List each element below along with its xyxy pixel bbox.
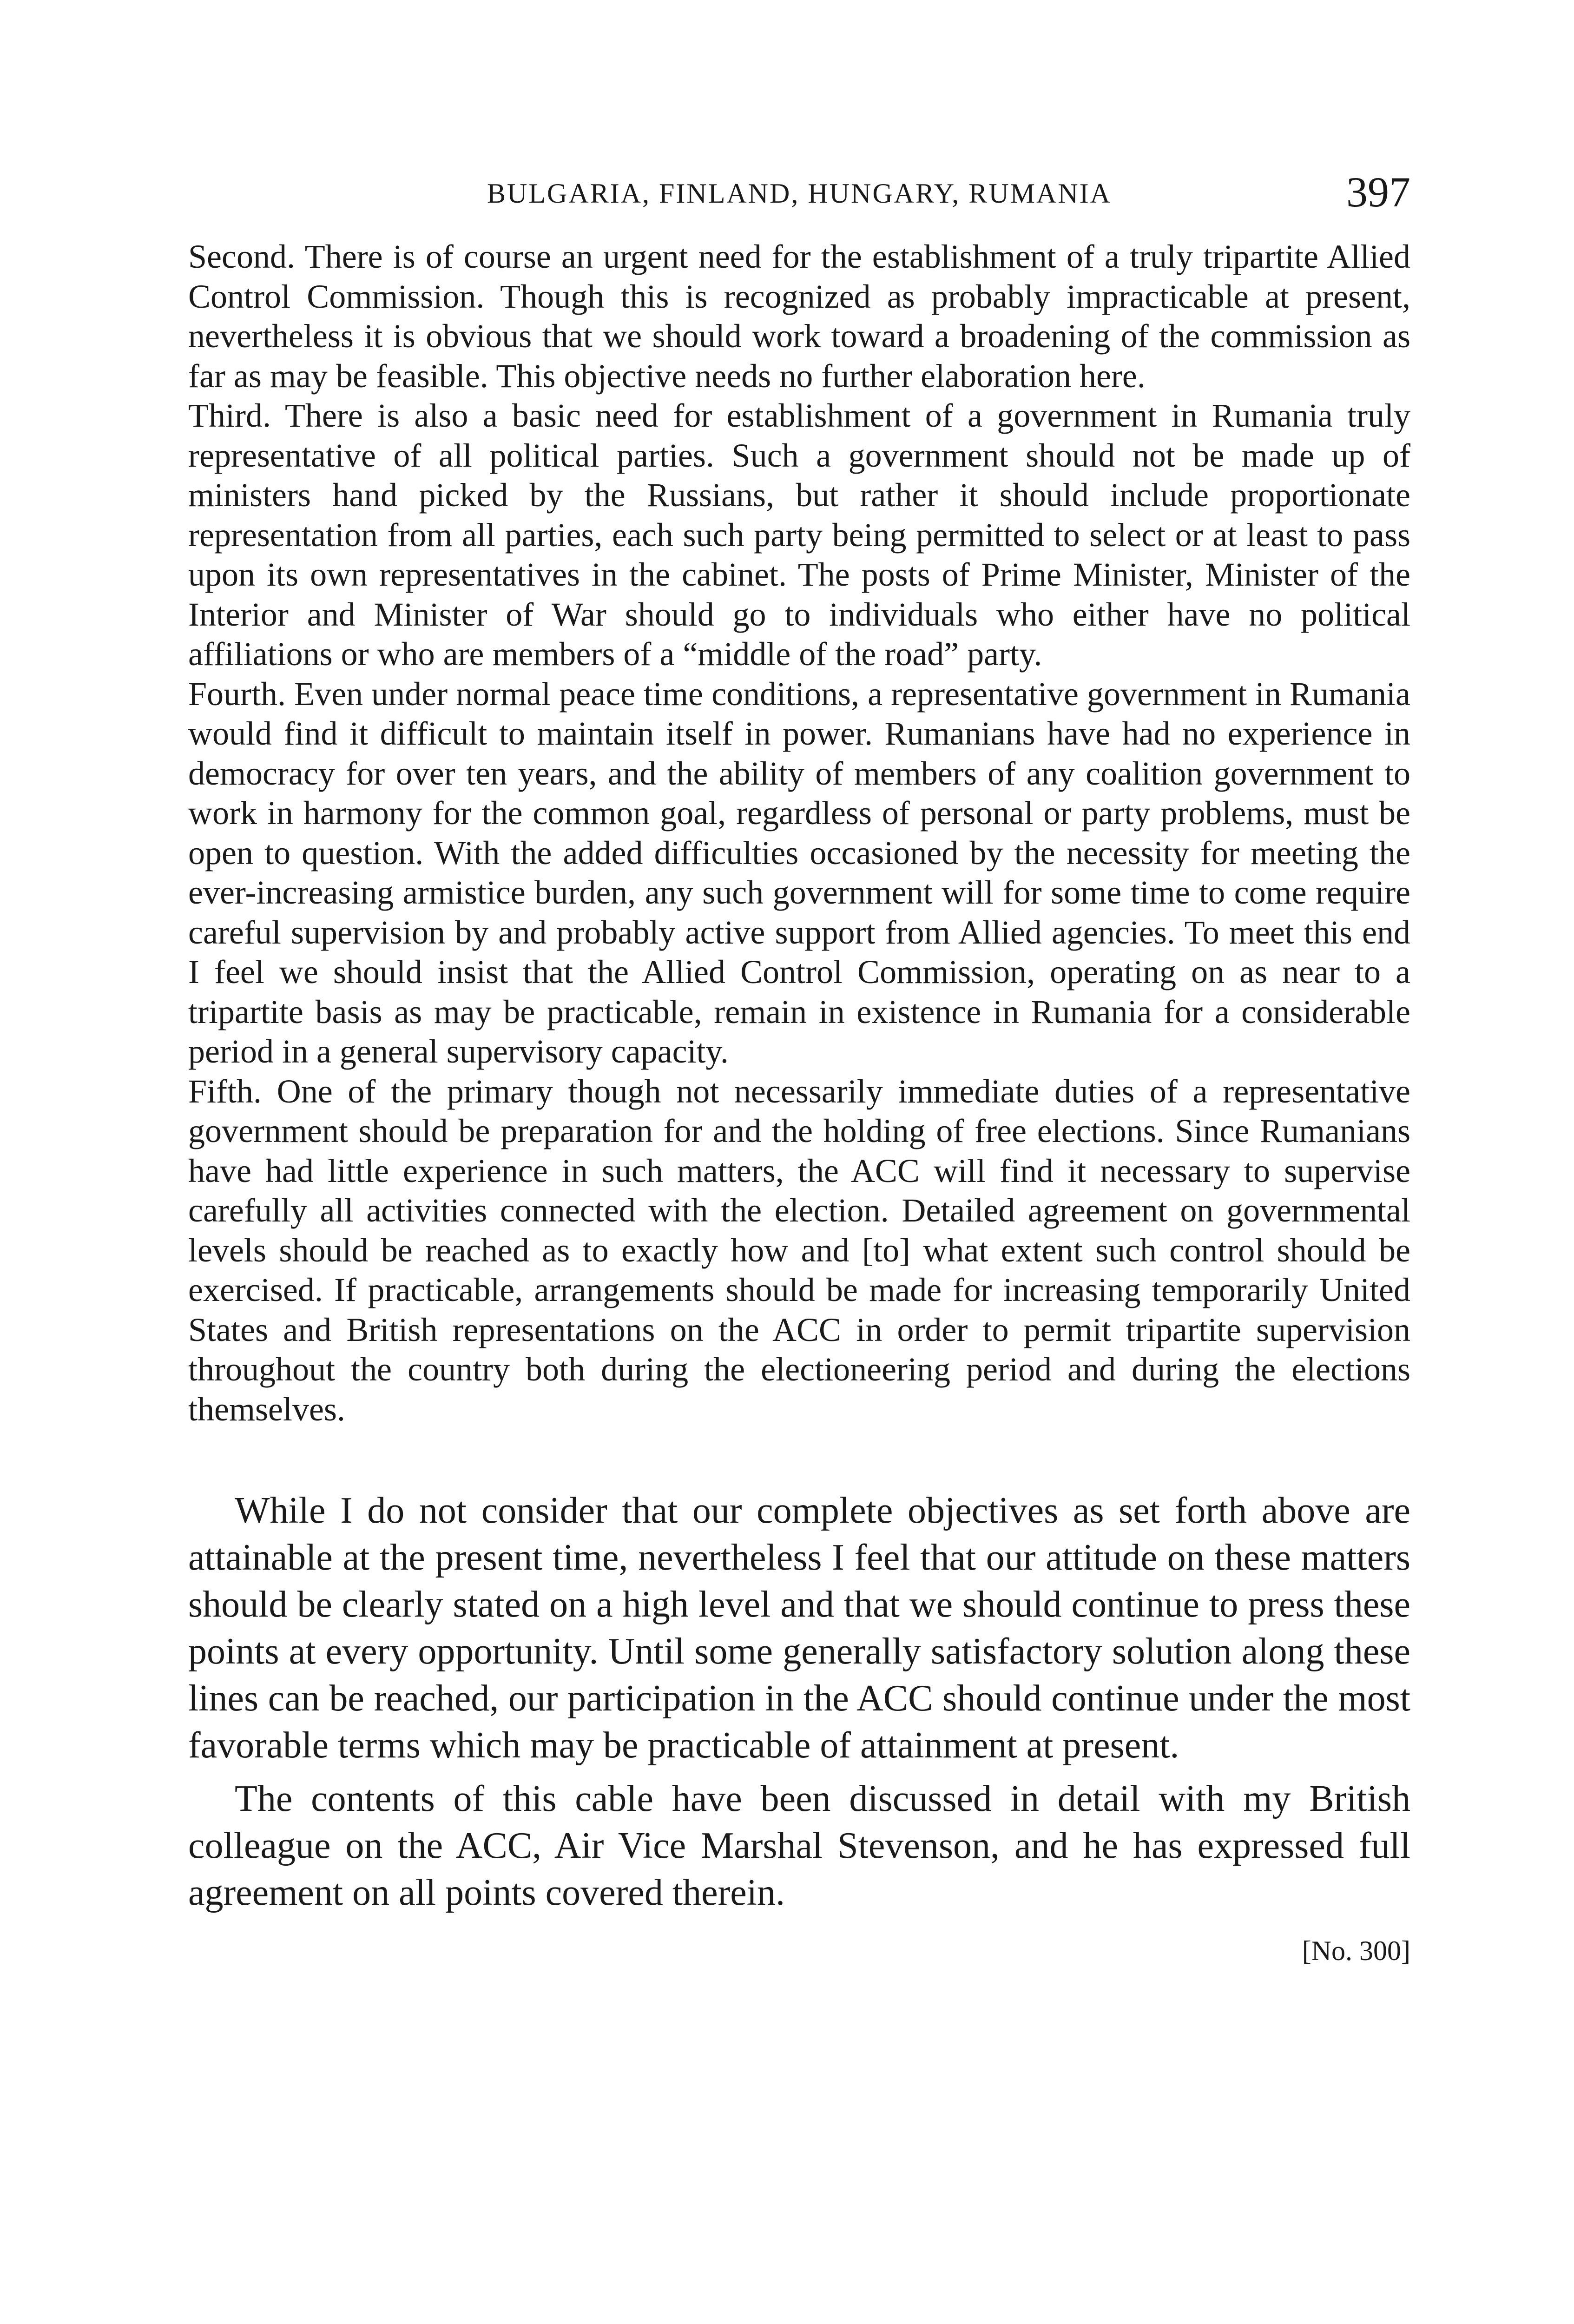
point-fourth-paragraph: Fourth. Even under normal peace time conditions, a representative government in Rumania would find it difficult to maintain itself in power. Rumanians have had no experience in democracy for over ten years, and the ability of members of any coalition government to work in harmony for the common goal, regardless of personal or party problems, must be open to question. With the added difficulties occasioned by the necessity for meeting the ever-increasing armistice burden, any such government will for some time to come require careful supervision by and probably active support from Allied agencies. To meet this end I feel we should insist that the Allied Control Commission, operating on as near to a tripartite basis as may be practicable, remain in existence in Rumania for a considerable period in a general supervisory capacity. bbox=[188, 675, 1410, 1070]
point-fifth-paragraph: Fifth. One of the primary though not necessarily immediate duties of a representative government should be preparation for and the holding of free elections. Since Rumanians have had little experience in such matters, the ACC will find it necessary to supervise carefully all activities connected with the election. Detailed agreement on governmental levels should be reached as to exactly how and [to] what extent such control should be exercised. If practicable, arrangements should be made for increasing temporarily United States and British representations on the ACC in order to permit tripartite supervision throughout the country both during the electioneering period and during the elections themselves. bbox=[188, 1072, 1410, 1428]
closing-paragraph-consultation: The contents of this cable have been discussed in detail with my British colleague on the ACC, Air Vice Marshal Stevenson, and he has expressed full agreement on all points covered therein. bbox=[188, 1778, 1410, 1913]
running-head bbox=[188, 167, 1410, 223]
point-second-paragraph: Second. There is of course an urgent need for the establishment of a truly tripartite Allied Control Commission. Though this is recognized as probably impracticable at present, nevertheless it is obvious that we should work toward a broadening of the commission as far as may be feasible. This objective needs no further elaboration here. bbox=[188, 238, 1410, 395]
closing-section bbox=[188, 1487, 1410, 1916]
running-title: BULGARIA, FINLAND, HUNGARY, RUMANIA bbox=[487, 178, 1112, 209]
page-number: 397 bbox=[1346, 168, 1410, 216]
closing-paragraph-objectives: While I do not consider that our complete objectives as set forth above are attainable at the present time, nevertheless I feel that our attitude on these matters should be clearly stated on a high level and that we should continue to press these points at every opportunity. Until some generally satisfactory solution along these lines can be reached, our participation in the ACC should continue under the most favorable terms which may be practicable of attainment at present. bbox=[188, 1490, 1410, 1766]
numbered-points-section bbox=[188, 237, 1410, 1429]
point-third-paragraph: Third. There is also a basic need for establishment of a government in Rumania truly representative of all political parties. Such a government should not be made up of ministers hand picked by the Russians, but rather it should include proportionate representation from all parties, each such party being permitted to select or at least to pass upon its own representatives in the cabinet. The posts of Prime Minister, Minister of the Interior and Minister of War should go to individuals who either have no political affiliations or who are members of a “middle of the road” party. bbox=[188, 397, 1410, 673]
document-number: [No. 300] bbox=[1302, 1935, 1410, 1966]
document-page bbox=[188, 167, 1410, 1967]
